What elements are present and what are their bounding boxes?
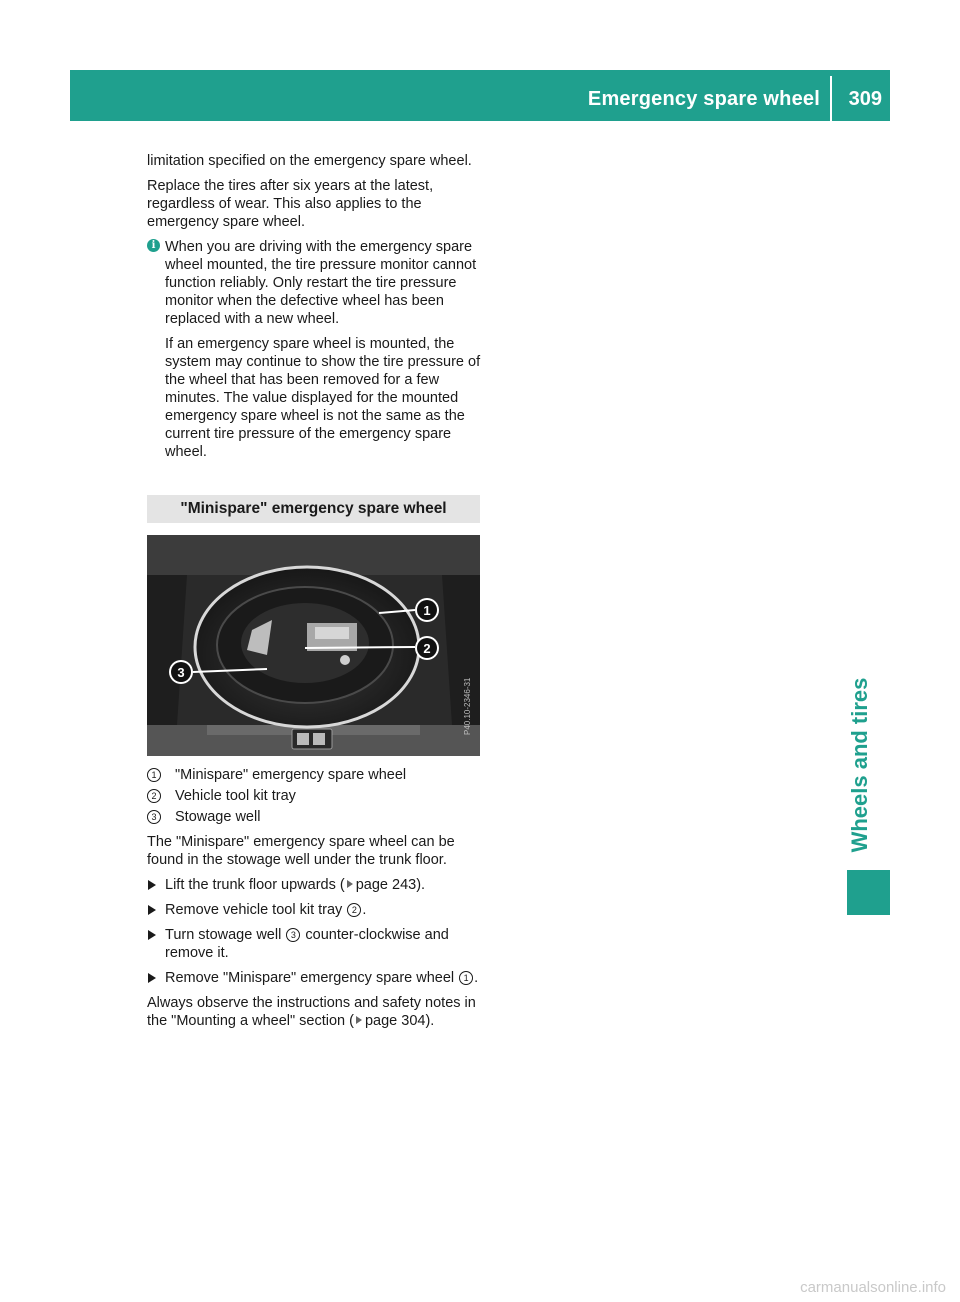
step-arrow-icon <box>148 880 156 890</box>
legend-item <box>147 787 487 805</box>
step-item <box>147 876 487 894</box>
inline-number: 2 <box>347 903 361 917</box>
step-item <box>147 926 487 962</box>
side-tab-block <box>847 870 890 915</box>
inline-number: 3 <box>286 928 300 942</box>
legend-item <box>147 808 487 826</box>
step-text: . <box>362 902 367 918</box>
info-paragraph: When you are driving with the emergency spare wheel mounted, the tire pressure monitor cannot function reliably. Only restart the tire pressure monitor when the defective wheel has been replaced with a new wheel. <box>165 239 477 327</box>
step-arrow-icon <box>148 905 156 915</box>
legend-text: "Minispare" emergency spare wheel <box>175 767 407 783</box>
step-arrow-icon <box>148 973 156 983</box>
step-text: Turn stowage well <box>165 927 286 943</box>
trunk-photo <box>147 535 480 756</box>
paragraph: The "Minispare" emergency spare wheel can be found in the stowage well under the trunk floor. <box>147 834 455 868</box>
page-ref-link[interactable]: page 304). <box>364 1013 435 1029</box>
header-bar <box>70 70 890 121</box>
legend-number: 3 <box>147 810 161 824</box>
callout-2 <box>415 636 439 660</box>
legend-number: 2 <box>147 789 161 803</box>
step-item <box>147 969 487 987</box>
step-text: Lift the trunk floor upwards ( <box>165 877 345 893</box>
inline-number: 1 <box>459 971 473 985</box>
page-number: 309 <box>848 88 882 110</box>
step-item <box>147 901 487 919</box>
page-ref-icon <box>347 880 353 888</box>
step-text: . <box>474 970 479 986</box>
page-ref-icon <box>356 1016 362 1024</box>
callout-label: 1 <box>423 603 431 618</box>
info-note <box>147 238 487 461</box>
paragraph-text: Always observe the instructions and safety notes in the "Mounting a wheel" section ( <box>147 995 476 1029</box>
legend-number: 1 <box>147 768 161 782</box>
step-arrow-icon <box>148 930 156 940</box>
step-text: counter-clockwise and remove it. <box>165 927 449 961</box>
callout-label: 3 <box>177 665 185 680</box>
legend-text: Stowage well <box>175 809 261 825</box>
figure-code: P40.10-2346-31 <box>463 677 472 735</box>
page-title: Emergency spare wheel <box>587 88 820 110</box>
callout-1 <box>415 598 439 622</box>
header-divider <box>830 76 832 121</box>
side-tab-label: Wheels and tires <box>847 677 872 853</box>
paragraph <box>147 994 487 1030</box>
legend-item <box>147 766 487 784</box>
step-text: Remove vehicle tool kit tray <box>165 902 347 918</box>
section-heading: "Minispare" emergency spare wheel <box>147 495 480 523</box>
step-text: Remove "Minispare" emergency spare wheel <box>165 970 459 986</box>
page-ref-link[interactable]: page 243). <box>355 877 426 893</box>
callout-label: 2 <box>423 641 431 656</box>
paragraph: limitation specified on the emergency spare wheel. <box>147 153 472 169</box>
main-column <box>147 152 487 1037</box>
info-paragraph: If an emergency spare wheel is mounted, the system may continue to show the tire pressure of the wheel that has been removed for a few minutes. The value displayed for the mounted emergency spare wheel is not the same as the current tire pressure of the emergency spare wheel. <box>165 336 481 460</box>
callout-3 <box>169 660 193 684</box>
info-icon: i <box>147 239 160 252</box>
paragraph: Replace the tires after six years at the latest, regardless of wear. This also applies to the emergency spare wheel. <box>147 178 434 230</box>
watermark: carmanualsonline.info <box>800 1279 946 1296</box>
legend-text: Vehicle tool kit tray <box>175 788 296 804</box>
